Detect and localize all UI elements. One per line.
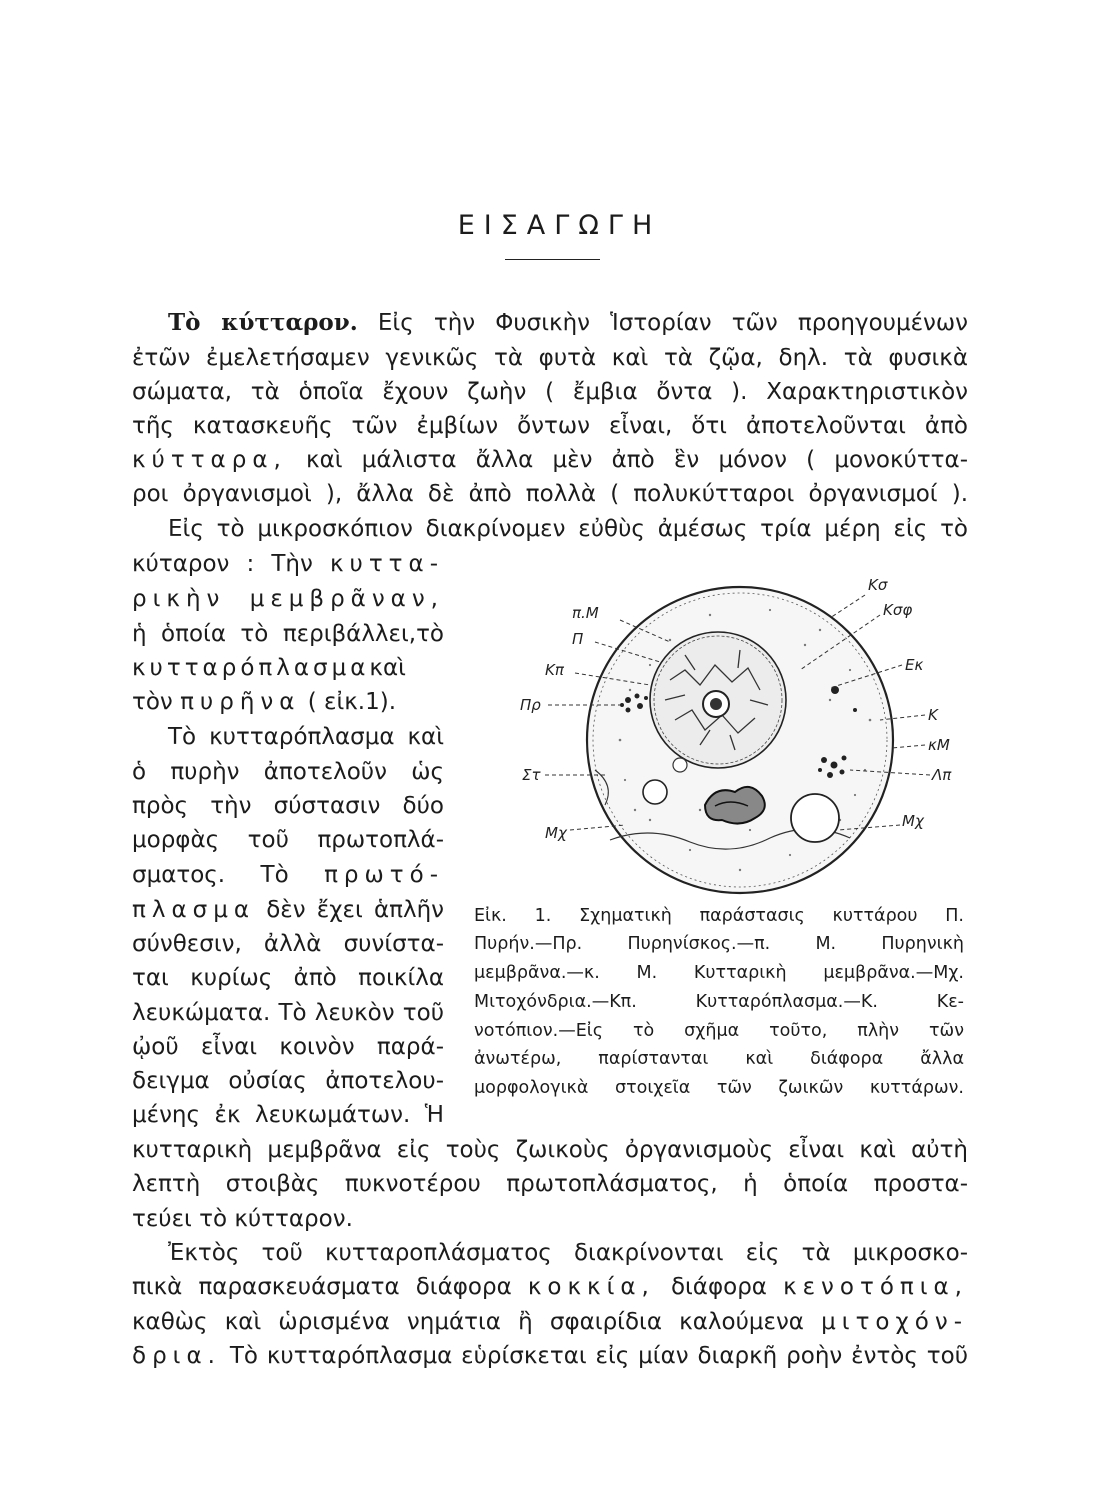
spaced-term: κοκκία, — [527, 1274, 655, 1300]
nucleus — [650, 632, 786, 768]
text-line: δειγμα οὐσίας ἀποτελου- — [132, 1068, 444, 1094]
text-line: κυτταρικὴ μεμβρᾶνα εἰς τοὺς ζωικοὺς ὀργανισμοὺς εἶναι καὶ αὐτὴ — [132, 1137, 968, 1163]
text-line: ται κυρίως ἀπὸ ποικίλα — [132, 965, 444, 991]
text-span: σματος. Τὸ — [132, 862, 325, 888]
text-span: δὲν ἔχει ἁπλῆν — [255, 897, 444, 923]
spaced-term: κυτταρόπλασμα — [132, 655, 370, 681]
spaced-term: πυρῆνα — [180, 689, 301, 715]
text-line — [132, 549, 444, 583]
text-line: ὁ πυρὴν ἀποτελοῦν ὡς — [132, 759, 444, 785]
label-K: Κ — [928, 706, 938, 724]
spaced-term: κύτταρα, — [132, 447, 287, 473]
text-line — [132, 584, 444, 618]
text-line: πρὸς τὴν σύστασιν δύο — [132, 793, 444, 819]
text-line: μένης ἐκ λευκωμάτων. Ἡ — [132, 1102, 444, 1128]
text-line: ἐτῶν ἐμελετήσαμεν γενικῶς τὰ φυτὰ καὶ τὰ ζῷα, δηλ. τὰ φυσικὰ — [132, 345, 968, 371]
figure-caption-line: νοτόπιον.—Εἰς τὸ σχῆμα τοῦτο, πλὴν τῶν — [474, 1021, 964, 1041]
text-line: τεύει τὸ κύτταρον. — [132, 1206, 353, 1232]
text-line — [132, 860, 444, 894]
label-Kv: Κσ — [868, 576, 888, 594]
text-line — [132, 1307, 968, 1341]
text-span: Εἰς τὴν Φυσικὴν Ἱστορίαν τῶν προηγουμένων — [357, 310, 968, 336]
label-Mx-left: Μχ — [545, 824, 567, 842]
text-line: σώματα, τὰ ὁποῖα ἔχουν ζωὴν ( ἔμβια ὄντα ). Χαρακτηριστικὸν — [132, 379, 968, 405]
text-line — [132, 308, 968, 342]
figure-caption-line: μεμβρᾶνα.—κ. Μ. Κυτταρικὴ μεμβρᾶνα.—Μχ. — [474, 963, 964, 983]
spaced-term: μιτοχόν- — [821, 1309, 968, 1335]
label-Pr: Πρ — [520, 696, 541, 714]
text-line — [132, 895, 444, 929]
spaced-term: δρια. — [132, 1343, 221, 1369]
label-Mx-right: Μχ — [902, 812, 924, 830]
text-line: Ἐκτὸς τοῦ κυτταροπλάσματος διακρίνονται εἰς τὰ μικροσκο- — [168, 1240, 968, 1266]
spaced-term: κυττα- — [329, 551, 444, 577]
label-kM: κΜ — [928, 736, 950, 754]
text-span: διάφορα — [654, 1274, 784, 1300]
label-Kvf: Κσφ — [883, 601, 913, 619]
text-line: τῆς κατασκευῆς τῶν ἐμβίων ὄντων εἶναι, ὅτι ἀποτελοῦνται ἀπὸ — [132, 413, 968, 439]
label-Kp: Κπ — [545, 661, 564, 679]
chapter-heading: ΕΙΣΑΓΩΓΗ — [457, 210, 662, 241]
text-span: πικὰ παρασκευάσματα διάφορα — [132, 1274, 528, 1300]
text-line: Εἰς τὸ μικροσκόπιον διακρίνομεν εὐθὺς ἀμέσως τρία μέρη εἰς τὸ — [168, 516, 968, 542]
text-line — [132, 1272, 968, 1306]
heading-underline — [505, 259, 600, 260]
text-line: Τὸ κυτταρόπλασμα καὶ — [168, 724, 444, 750]
text-line: μορφὰς τοῦ πρωτοπλά- — [132, 827, 444, 853]
spaced-term: πρωτό- — [324, 862, 444, 888]
text-line — [132, 445, 968, 479]
label-Ek: Εκ — [905, 656, 924, 674]
text-line — [132, 687, 444, 721]
text-line: ἡ ὁποία τὸ περιβάλλει,τὸ — [132, 621, 444, 647]
cell-diagram — [500, 570, 970, 905]
text-span: Τὸ κυτταρόπλασμα εὑρίσκεται εἰς μίαν διαρκῆ ροὴν ἐντὸς τοῦ — [220, 1343, 968, 1369]
label-Lp: Λπ — [932, 766, 952, 784]
label-P: Π — [572, 630, 584, 648]
spaced-term: πλασμα — [132, 897, 255, 923]
spaced-term: ρικὴν μεμβρᾶναν, — [132, 586, 444, 612]
text-span: ( εἰκ.1). — [300, 689, 397, 715]
section-title: Τὸ κύτταρον. — [168, 309, 358, 336]
text-span: τὸν — [132, 689, 181, 715]
text-span: καὶ μάλιστα ἄλλα μὲν ἀπὸ ἓν μόνον ( μονοκύττα- — [286, 447, 968, 473]
text-span: καὶ — [369, 655, 406, 681]
text-span: κύταρον : Τὴν — [132, 551, 330, 577]
label-St: Στ — [522, 766, 541, 784]
spaced-term: κενοτόπια, — [783, 1274, 968, 1300]
figure-caption-line: Εἰκ. 1. Σχηματικὴ παράστασις κυττάρου Π. — [474, 906, 964, 926]
text-line: λεπτὴ στοιβὰς πυκνοτέρου πρωτοπλάσματος, ἡ ὁποία προστα- — [132, 1171, 968, 1197]
figure-caption-line: Μιτοχόνδρια.—Κπ. Κυτταρόπλασμα.—Κ. Κε- — [474, 992, 964, 1012]
text-line: ᾠοῦ εἶναι κοινὸν παρά- — [132, 1034, 444, 1060]
text-line: λευκώματα. Τὸ λευκὸν τοῦ — [132, 1000, 444, 1026]
text-line: σύνθεσιν, ἀλλὰ συνίστα- — [132, 931, 444, 957]
text-line — [132, 1341, 968, 1375]
figure-caption-line: Πυρήν.—Πρ. Πυρηνίσκος.—π. Μ. Πυρηνικὴ — [474, 934, 964, 954]
figure-caption-line: μορφολογικὰ στοιχεῖα τῶν ζωικῶν κυττάρων. — [474, 1078, 964, 1098]
label-pM: π.Μ — [572, 604, 599, 622]
figure-caption-line: ἀνωτέρω, παρίστανται καὶ διάφορα ἄλλα — [474, 1049, 964, 1069]
text-span: καθὼς καὶ ὡρισμένα νημάτια ἢ σφαιρίδια καλούμενα — [132, 1309, 822, 1335]
text-line: ροι ὀργανισμοὶ ), ἄλλα δὲ ἀπὸ πολλὰ ( πολυκύτταροι ὀργανισμοί ). — [132, 481, 968, 507]
text-line — [132, 653, 444, 687]
